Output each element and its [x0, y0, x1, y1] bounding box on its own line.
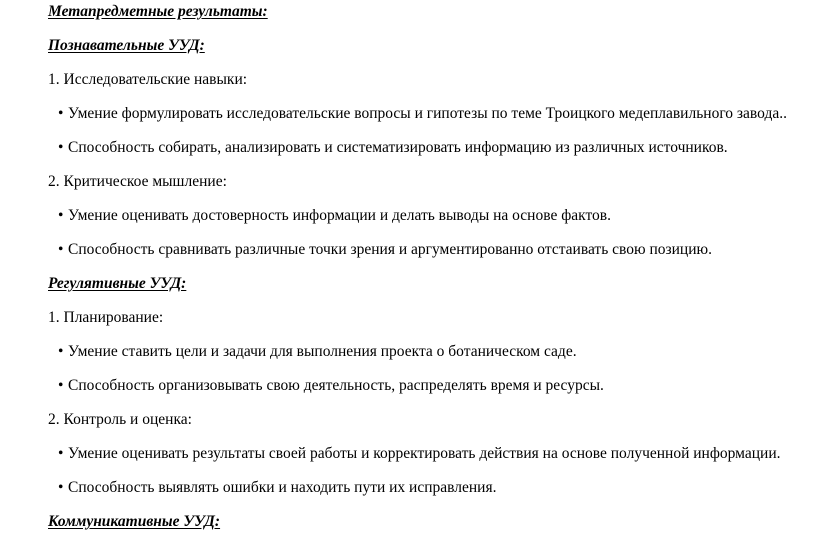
cognitive-heading: Познавательные УУД:: [48, 37, 205, 54]
bullet-icon: •: [58, 241, 64, 258]
list-item-text: Способность выявлять ошибки и находить пути их исправления.: [68, 479, 497, 496]
list-item: [58, 138, 728, 158]
cognitive-group2-title: 2. Критическое мышление:: [48, 173, 227, 190]
bullet-icon: •: [58, 105, 64, 122]
bullet-icon: •: [58, 445, 64, 462]
main-heading: Метапредметные результаты:: [48, 3, 268, 20]
list-item-text: Умение оценивать достоверность информации и делать выводы на основе фактов.: [68, 207, 611, 224]
list-item-text: Умение ставить цели и задачи для выполнения проекта о ботаническом саде.: [68, 343, 577, 360]
list-item: [58, 444, 781, 464]
bullet-icon: •: [58, 139, 64, 156]
cognitive-group1-title: 1. Исследовательские навыки:: [48, 71, 248, 88]
regulatory-group2-title: 2. Контроль и оценка:: [48, 411, 192, 428]
list-item: [58, 206, 611, 226]
communicative-heading: Коммуникативные УУД:: [48, 513, 221, 530]
list-item-text: Умение оценивать результаты своей работы и корректировать действия на основе полученной информации.: [68, 445, 781, 462]
list-item: [58, 104, 787, 124]
regulatory-heading: Регулятивные УУД:: [48, 275, 187, 292]
regulatory-group1-title: 1. Планирование:: [48, 309, 164, 326]
list-item: [58, 342, 577, 362]
list-item-text: Способность собирать, анализировать и систематизировать информацию из различных источников.: [68, 139, 728, 156]
list-item-text: Способность организовывать свою деятельность, распределять время и ресурсы.: [68, 377, 604, 394]
bullet-icon: •: [58, 479, 64, 496]
list-item-text: Способность сравнивать различные точки зрения и аргументированно отстаивать свою позицию.: [68, 241, 712, 258]
list-item: [58, 478, 496, 498]
bullet-icon: •: [58, 377, 64, 394]
list-item: [58, 376, 604, 396]
list-item-text: Умение формулировать исследовательские вопросы и гипотезы по теме Троицкого медеплавильного завода..: [68, 105, 787, 122]
list-item: [58, 240, 712, 260]
bullet-icon: •: [58, 207, 64, 224]
bullet-icon: •: [58, 343, 64, 360]
